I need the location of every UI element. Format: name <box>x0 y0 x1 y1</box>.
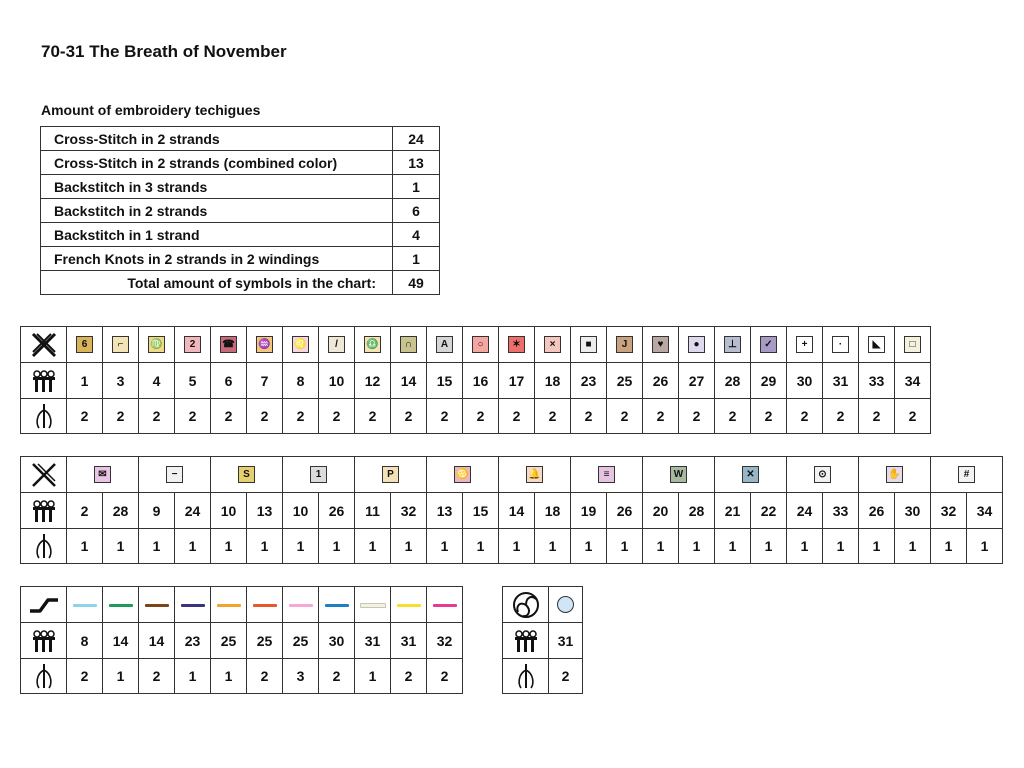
backstitch-color-line <box>73 604 97 607</box>
stitch-symbol: ● <box>688 336 705 353</box>
combined-symbol-cell <box>571 457 643 493</box>
thread-number: 17 <box>499 363 535 399</box>
thread-number: 30 <box>319 623 355 659</box>
stitch-symbol: ♌ <box>292 336 309 353</box>
backstitch-line-cell <box>103 587 139 623</box>
stitch-symbol: · <box>832 336 849 353</box>
combined-color-key-table <box>20 456 1003 564</box>
combined-symbol: P <box>382 466 399 483</box>
technique-label: Backstitch in 3 strands <box>41 175 393 199</box>
backstitch-color-line <box>181 604 205 607</box>
thread-number: 31 <box>823 363 859 399</box>
thread-number: 16 <box>463 363 499 399</box>
combined-symbol: 1 <box>310 466 327 483</box>
backstitch-icon <box>21 587 67 623</box>
backstitch-color-line <box>109 604 133 607</box>
technique-count: 4 <box>393 223 440 247</box>
combined-symbol: ♋ <box>454 466 471 483</box>
technique-label: Backstitch in 2 strands <box>41 199 393 223</box>
technique-row <box>41 151 440 175</box>
strand-count: 2 <box>895 399 931 434</box>
strand-count: 1 <box>355 659 391 694</box>
stitch-symbol-cell <box>787 327 823 363</box>
stitch-symbol: 6 <box>76 336 93 353</box>
strand-count: 2 <box>607 399 643 434</box>
strand-count: 2 <box>139 659 175 694</box>
thread-number: 28 <box>679 493 715 529</box>
combined-symbol-cell <box>931 457 1003 493</box>
thread-number: 10 <box>319 363 355 399</box>
strand-count: 2 <box>319 399 355 434</box>
strand-count: 1 <box>427 529 463 564</box>
backstitch-color-line <box>433 604 457 607</box>
strand-count: 1 <box>499 529 535 564</box>
strand-count: 1 <box>607 529 643 564</box>
cross-stitch-icon <box>21 327 67 363</box>
strand-count: 2 <box>67 659 103 694</box>
stitch-symbol-cell <box>247 327 283 363</box>
total-row <box>41 271 440 295</box>
stitch-symbol: ☎ <box>220 336 237 353</box>
thread-number: 21 <box>715 493 751 529</box>
stitch-symbol-cell <box>859 327 895 363</box>
techniques-table <box>40 126 440 295</box>
stitch-symbol: ■ <box>580 336 597 353</box>
stitch-symbol-cell <box>535 327 571 363</box>
stitch-symbol-cell <box>67 327 103 363</box>
thread-number: 32 <box>391 493 427 529</box>
needle-icon <box>21 659 67 694</box>
thread-number: 7 <box>247 363 283 399</box>
thread-number: 20 <box>643 493 679 529</box>
strand-count: 1 <box>103 659 139 694</box>
stitch-symbol-cell <box>391 327 427 363</box>
total-count: 49 <box>393 271 440 295</box>
strand-count: 2 <box>355 399 391 434</box>
combined-symbol-cell <box>427 457 499 493</box>
thread-number: 18 <box>535 493 571 529</box>
thread-number: 5 <box>175 363 211 399</box>
strand-count: 1 <box>895 529 931 564</box>
strand-count: 2 <box>283 399 319 434</box>
cross-stitch-combined-icon <box>21 457 67 493</box>
stitch-symbol: □ <box>904 336 921 353</box>
thread-number: 31 <box>355 623 391 659</box>
strand-count: 1 <box>535 529 571 564</box>
thread-number: 8 <box>67 623 103 659</box>
strand-count: 2 <box>751 399 787 434</box>
strand-count: 2 <box>67 399 103 434</box>
strand-count: 1 <box>283 529 319 564</box>
thread-number: 12 <box>355 363 391 399</box>
stitch-symbol-cell <box>643 327 679 363</box>
cross-stitch-key-table <box>20 326 931 434</box>
combined-symbol: S <box>238 466 255 483</box>
combined-symbol-cell <box>139 457 211 493</box>
thread-number: 25 <box>211 623 247 659</box>
backstitch-line-cell <box>247 587 283 623</box>
combined-symbol: ✋ <box>886 466 903 483</box>
stitch-symbol-cell <box>319 327 355 363</box>
techniques-heading: Amount of embroidery techigues <box>41 102 261 118</box>
strand-count: 1 <box>967 529 1003 564</box>
stitch-symbol: 2 <box>184 336 201 353</box>
strand-count: 1 <box>823 529 859 564</box>
strand-count: 2 <box>247 399 283 434</box>
needle-icon <box>21 399 67 434</box>
strand-count: 2 <box>211 399 247 434</box>
strand-count: 2 <box>175 399 211 434</box>
thread-number: 23 <box>571 363 607 399</box>
stitch-symbol-cell <box>607 327 643 363</box>
thread-number: 28 <box>715 363 751 399</box>
technique-label: Cross-Stitch in 2 strands (combined color) <box>41 151 393 175</box>
thread-number: 13 <box>247 493 283 529</box>
thread-skein-icon <box>21 363 67 399</box>
stitch-symbol-cell <box>679 327 715 363</box>
technique-label: French Knots in 2 strands in 2 windings <box>41 247 393 271</box>
combined-symbol-cell <box>787 457 859 493</box>
backstitch-line-cell <box>319 587 355 623</box>
strand-count: 2 <box>391 399 427 434</box>
thread-number: 14 <box>499 493 535 529</box>
stitch-symbol: ♍ <box>148 336 165 353</box>
strand-count: 1 <box>175 529 211 564</box>
stitch-symbol-cell <box>499 327 535 363</box>
backstitch-line-cell <box>67 587 103 623</box>
thread-number: 26 <box>607 493 643 529</box>
thread-number: 9 <box>139 493 175 529</box>
thread-number: 13 <box>427 493 463 529</box>
thread-number: 33 <box>859 363 895 399</box>
backstitch-line-cell <box>175 587 211 623</box>
stitch-symbol-cell <box>715 327 751 363</box>
strand-count: 1 <box>67 529 103 564</box>
strand-count: 2 <box>427 399 463 434</box>
strand-count: 1 <box>211 529 247 564</box>
thread-number: 24 <box>175 493 211 529</box>
thread-number: 24 <box>787 493 823 529</box>
strand-count: 1 <box>175 659 211 694</box>
backstitch-line-cell <box>211 587 247 623</box>
combined-symbol: − <box>166 466 183 483</box>
strand-count: 1 <box>103 529 139 564</box>
strand-count: 1 <box>751 529 787 564</box>
strand-count: 2 <box>823 399 859 434</box>
combined-symbol-cell <box>859 457 931 493</box>
thread-number: 29 <box>751 363 787 399</box>
stitch-symbol: ◣ <box>868 336 885 353</box>
backstitch-line-cell <box>355 587 391 623</box>
thread-number: 30 <box>895 493 931 529</box>
strand-count: 3 <box>283 659 319 694</box>
strand-count: 2 <box>679 399 715 434</box>
strand-count: 1 <box>139 529 175 564</box>
stitch-symbol: ⊥ <box>724 336 741 353</box>
stitch-symbol: + <box>796 336 813 353</box>
thread-number: 18 <box>535 363 571 399</box>
backstitch-color-line <box>145 604 169 607</box>
strand-count: 1 <box>463 529 499 564</box>
stitch-symbol: ✓ <box>760 336 777 353</box>
thread-number: 4 <box>139 363 175 399</box>
thread-number: 34 <box>967 493 1003 529</box>
thread-number: 26 <box>319 493 355 529</box>
combined-symbol-cell <box>211 457 283 493</box>
thread-number: 14 <box>391 363 427 399</box>
strand-count: 2 <box>139 399 175 434</box>
combined-symbol-cell <box>643 457 715 493</box>
backstitch-color-line <box>217 604 241 607</box>
strand-count: 1 <box>247 529 283 564</box>
stitch-symbol-cell <box>211 327 247 363</box>
strand-count: 1 <box>715 529 751 564</box>
needle-icon <box>503 659 549 694</box>
total-label: Total amount of symbols in the chart: <box>41 271 393 295</box>
french-knot-icon <box>503 587 549 623</box>
thread-number: 23 <box>175 623 211 659</box>
strand-count: 2 <box>391 659 427 694</box>
strand-count: 1 <box>643 529 679 564</box>
stitch-symbol-cell <box>751 327 787 363</box>
thread-number: 31 <box>549 623 583 659</box>
technique-row <box>41 223 440 247</box>
strand-count: 1 <box>319 529 355 564</box>
combined-symbol-cell <box>715 457 787 493</box>
stitch-symbol: ⌐ <box>112 336 129 353</box>
backstitch-color-line <box>397 604 421 607</box>
thread-number: 34 <box>895 363 931 399</box>
backstitch-line-cell <box>391 587 427 623</box>
thread-number: 31 <box>391 623 427 659</box>
strand-count: 2 <box>103 399 139 434</box>
strand-count: 1 <box>931 529 967 564</box>
strand-count: 2 <box>549 659 583 694</box>
combined-symbol-cell <box>499 457 571 493</box>
backstitch-line-cell <box>427 587 463 623</box>
backstitch-line-cell <box>283 587 319 623</box>
strand-count: 1 <box>859 529 895 564</box>
stitch-symbol-cell <box>823 327 859 363</box>
technique-row <box>41 127 440 151</box>
needle-icon <box>21 529 67 564</box>
stitch-symbol: ♥ <box>652 336 669 353</box>
stitch-symbol: / <box>328 336 345 353</box>
technique-count: 1 <box>393 175 440 199</box>
stitch-symbol-cell <box>571 327 607 363</box>
stitch-symbol: ○ <box>472 336 489 353</box>
stitch-symbol-cell <box>175 327 211 363</box>
thread-number: 26 <box>859 493 895 529</box>
thread-number: 19 <box>571 493 607 529</box>
technique-count: 24 <box>393 127 440 151</box>
strand-count: 1 <box>391 529 427 564</box>
stitch-symbol-cell <box>283 327 319 363</box>
technique-count: 1 <box>393 247 440 271</box>
thread-number: 11 <box>355 493 391 529</box>
knot-symbol <box>549 587 583 623</box>
stitch-symbol: ♎ <box>364 336 381 353</box>
thread-number: 15 <box>463 493 499 529</box>
strand-count: 2 <box>571 399 607 434</box>
strand-count: 1 <box>787 529 823 564</box>
thread-number: 25 <box>607 363 643 399</box>
stitch-symbol-cell <box>103 327 139 363</box>
combined-symbol: W <box>670 466 687 483</box>
stitch-symbol-cell <box>427 327 463 363</box>
combined-symbol: ✉ <box>94 466 111 483</box>
strand-count: 2 <box>499 399 535 434</box>
strand-count: 2 <box>247 659 283 694</box>
thread-number: 33 <box>823 493 859 529</box>
stitch-symbol: J <box>616 336 633 353</box>
strand-count: 1 <box>211 659 247 694</box>
stitch-symbol-cell <box>355 327 391 363</box>
combined-symbol: ⊙ <box>814 466 831 483</box>
technique-label: Backstitch in 1 strand <box>41 223 393 247</box>
page-title: 70-31 The Breath of November <box>41 42 287 61</box>
strand-count: 2 <box>427 659 463 694</box>
thread-number: 10 <box>283 493 319 529</box>
thread-number: 32 <box>931 493 967 529</box>
thread-number: 25 <box>283 623 319 659</box>
thread-number: 6 <box>211 363 247 399</box>
backstitch-key-table <box>20 586 463 694</box>
stitch-symbol: A <box>436 336 453 353</box>
thread-number: 2 <box>67 493 103 529</box>
thread-number: 15 <box>427 363 463 399</box>
thread-number: 8 <box>283 363 319 399</box>
stitch-symbol: × <box>544 336 561 353</box>
strand-count: 1 <box>571 529 607 564</box>
stitch-symbol: ✶ <box>508 336 525 353</box>
thread-number: 26 <box>643 363 679 399</box>
thread-number: 27 <box>679 363 715 399</box>
stitch-symbol: ♒ <box>256 336 273 353</box>
thread-skein-icon <box>21 623 67 659</box>
backstitch-color-line <box>289 604 313 607</box>
strand-count: 2 <box>463 399 499 434</box>
strand-count: 2 <box>535 399 571 434</box>
thread-number: 14 <box>139 623 175 659</box>
combined-symbol: 🔔 <box>526 466 543 483</box>
thread-number: 14 <box>103 623 139 659</box>
stitch-symbol-cell <box>139 327 175 363</box>
strand-count: 2 <box>715 399 751 434</box>
thread-skein-icon <box>503 623 549 659</box>
technique-count: 6 <box>393 199 440 223</box>
thread-number: 1 <box>67 363 103 399</box>
thread-number: 10 <box>211 493 247 529</box>
backstitch-color-line <box>325 604 349 607</box>
combined-symbol-cell <box>283 457 355 493</box>
backstitch-color-line <box>360 603 386 608</box>
stitch-symbol: ∩ <box>400 336 417 353</box>
thread-number: 22 <box>751 493 787 529</box>
strand-count: 2 <box>643 399 679 434</box>
strand-count: 2 <box>319 659 355 694</box>
combined-symbol-cell <box>67 457 139 493</box>
stitch-symbol-cell <box>895 327 931 363</box>
french-knot-key-table <box>502 586 583 694</box>
thread-number: 25 <box>247 623 283 659</box>
thread-skein-icon <box>21 493 67 529</box>
combined-symbol: ≡ <box>598 466 615 483</box>
technique-row <box>41 199 440 223</box>
thread-number: 28 <box>103 493 139 529</box>
technique-row <box>41 175 440 199</box>
technique-row <box>41 247 440 271</box>
strand-count: 1 <box>355 529 391 564</box>
combined-symbol: # <box>958 466 975 483</box>
strand-count: 2 <box>787 399 823 434</box>
backstitch-color-line <box>253 604 277 607</box>
strand-count: 1 <box>679 529 715 564</box>
combined-symbol: ✕ <box>742 466 759 483</box>
stitch-symbol-cell <box>463 327 499 363</box>
strand-count: 2 <box>859 399 895 434</box>
combined-symbol-cell <box>355 457 427 493</box>
thread-number: 30 <box>787 363 823 399</box>
knot-color-swatch <box>557 596 574 613</box>
thread-number: 32 <box>427 623 463 659</box>
backstitch-line-cell <box>139 587 175 623</box>
thread-number: 3 <box>103 363 139 399</box>
technique-label: Cross-Stitch in 2 strands <box>41 127 393 151</box>
technique-count: 13 <box>393 151 440 175</box>
